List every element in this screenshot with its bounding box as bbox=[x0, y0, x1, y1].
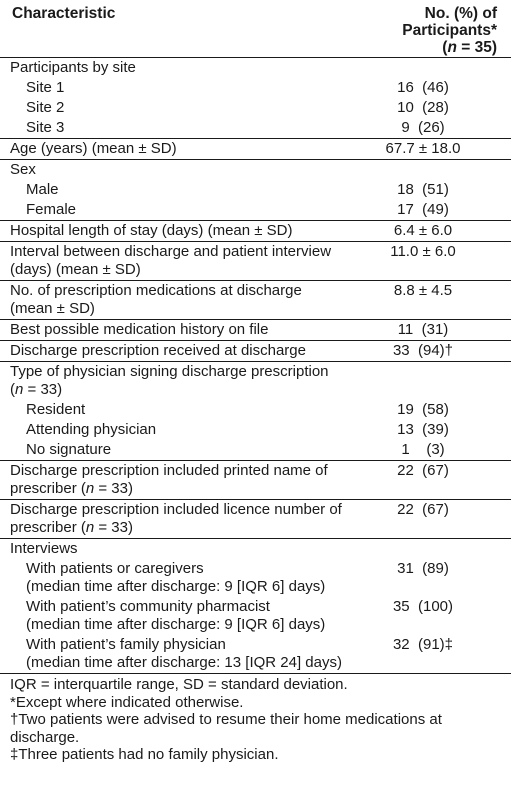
row-value: 33 (94)† bbox=[392, 342, 454, 359]
row-label: Site 3 bbox=[26, 119, 65, 136]
row-label: Type of physician signing discharge prescription (n = 33) bbox=[10, 363, 329, 398]
table-row bbox=[0, 597, 511, 635]
table-row bbox=[0, 362, 511, 400]
row-value: 22 (67) bbox=[397, 462, 449, 479]
row-value: 67.7 ± 18.0 bbox=[385, 140, 461, 157]
row-value: 8.8 ± 4.5 bbox=[393, 282, 453, 299]
header-line1: No. (%) of bbox=[424, 5, 497, 22]
row-label: Resident bbox=[26, 401, 86, 418]
row-value: 22 (67) bbox=[397, 501, 449, 518]
table-row bbox=[0, 400, 511, 420]
footnote: †Two patients were advised to resume their home medications at discharge. bbox=[10, 711, 442, 746]
table-row bbox=[0, 78, 511, 98]
table-row bbox=[0, 539, 511, 559]
row-label: Sex bbox=[10, 161, 36, 178]
table-footnotes bbox=[0, 673, 511, 764]
table-body bbox=[0, 58, 511, 673]
row-value: 11 (31) bbox=[397, 321, 449, 338]
table-row bbox=[0, 440, 511, 461]
row-label: With patient’s community pharmacist (median time after discharge: 9 [IQR 6] days) bbox=[26, 598, 326, 633]
row-label: No. of prescription medications at discharge (mean ± SD) bbox=[10, 282, 302, 317]
header-line2: Participants* bbox=[402, 22, 497, 39]
row-label: With patient’s family physician (median time after discharge: 13 [IQR 24] days) bbox=[26, 636, 342, 671]
row-label: Male bbox=[26, 181, 59, 198]
row-label: Hospital length of stay (days) (mean ± SD) bbox=[10, 222, 293, 239]
table-row bbox=[0, 180, 511, 200]
row-label: Discharge prescription included printed name of prescriber (n = 33) bbox=[10, 462, 328, 497]
row-label: Female bbox=[26, 201, 77, 218]
table-row bbox=[0, 420, 511, 440]
row-value: 31 (89) bbox=[397, 560, 449, 577]
table-row bbox=[0, 221, 511, 242]
table-row bbox=[0, 139, 511, 160]
table-row bbox=[0, 500, 511, 539]
table-row bbox=[0, 200, 511, 221]
row-value: 11.0 ± 6.0 bbox=[390, 243, 456, 260]
row-value: 9 (26) bbox=[401, 119, 445, 136]
row-label: Age (years) (mean ± SD) bbox=[10, 140, 177, 157]
row-label: Interviews bbox=[10, 540, 78, 557]
row-value: 35 (100) bbox=[392, 598, 454, 615]
row-value: 16 (46) bbox=[397, 79, 449, 96]
row-value: 32 (91)‡ bbox=[392, 636, 454, 653]
table-row bbox=[0, 118, 511, 139]
row-label: Discharge prescription received at discharge bbox=[10, 342, 306, 359]
row-label: Discharge prescription included licence number of prescriber (n = 33) bbox=[10, 501, 342, 536]
row-value: 6.4 ± 6.0 bbox=[393, 222, 453, 239]
table-row bbox=[0, 635, 511, 673]
row-value: 17 (49) bbox=[397, 201, 449, 218]
table-row bbox=[0, 320, 511, 341]
row-label: Interval between discharge and patient interview (days) (mean ± SD) bbox=[10, 243, 332, 278]
table-row bbox=[0, 341, 511, 362]
row-value: 13 (39) bbox=[397, 421, 449, 438]
row-label: Attending physician bbox=[26, 421, 157, 438]
header-characteristic: Characteristic bbox=[12, 5, 116, 22]
footnote: *Except where indicated otherwise. bbox=[10, 693, 244, 711]
table-header bbox=[0, 0, 511, 58]
row-value: 1 (3) bbox=[401, 441, 445, 458]
table-row bbox=[0, 160, 511, 180]
table-row bbox=[0, 461, 511, 500]
row-label: Site 2 bbox=[26, 99, 65, 116]
table-row bbox=[0, 559, 511, 597]
header-participants bbox=[402, 5, 497, 57]
row-value: 19 (58) bbox=[397, 401, 449, 418]
row-label: Participants by site bbox=[10, 59, 136, 76]
footnote: ‡Three patients had no family physician. bbox=[10, 746, 279, 763]
row-label: With patients or caregivers (median time after discharge: 9 [IQR 6] days) bbox=[26, 560, 326, 595]
table-row bbox=[0, 98, 511, 118]
header-line3: (n = 35) bbox=[442, 39, 497, 56]
row-label: No signature bbox=[26, 441, 112, 458]
row-value: 18 (51) bbox=[397, 181, 449, 198]
row-value: 10 (28) bbox=[397, 99, 449, 116]
row-label: Site 1 bbox=[26, 79, 65, 96]
row-label: Best possible medication history on file bbox=[10, 321, 269, 338]
footnote: IQR = interquartile range, SD = standard deviation. bbox=[10, 676, 348, 693]
table-row bbox=[0, 281, 511, 320]
table-row bbox=[0, 58, 511, 78]
table-row bbox=[0, 242, 511, 281]
